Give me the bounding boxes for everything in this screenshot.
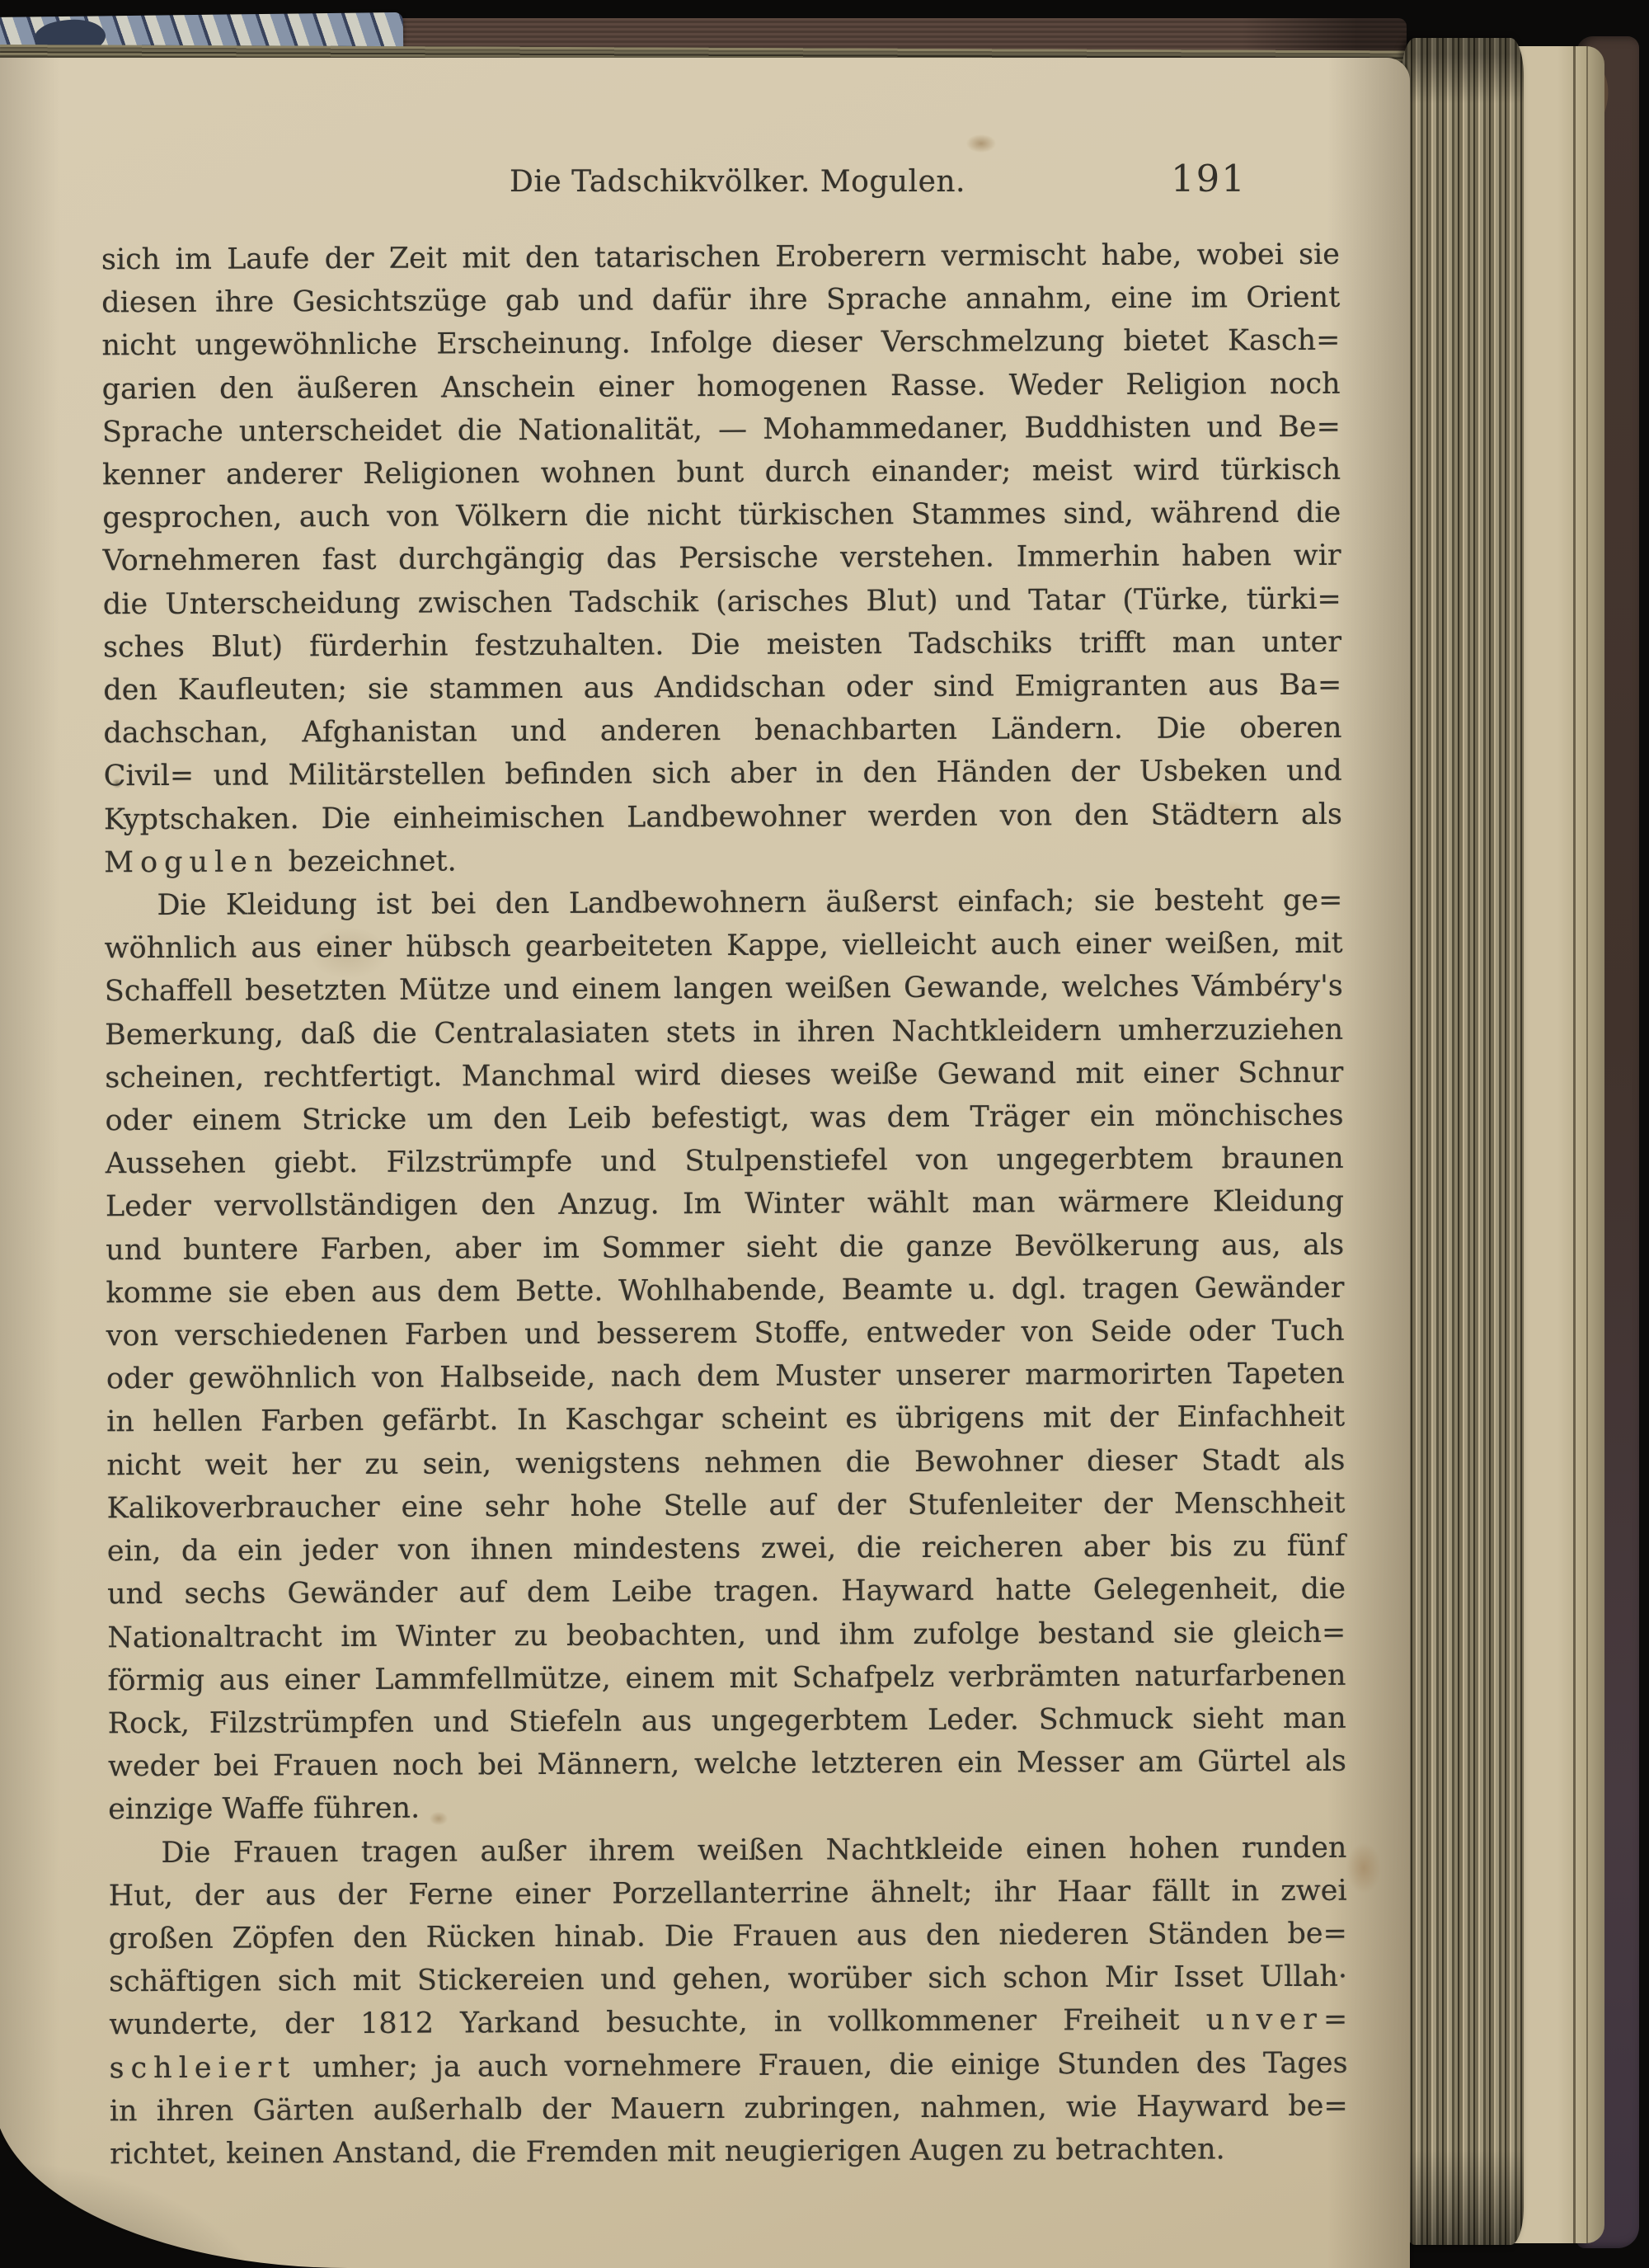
text-line-7	[102, 492, 1341, 540]
text-segment: den Kaufleuten; sie stammen aus Andidschan oder sind Emigranten aus Ba=	[103, 668, 1342, 708]
text-segment: Kyptschaken. Die einheimischen Landbewohner werden von den Städtern als	[103, 798, 1343, 836]
text-segment: garien den äußeren Anschein einer homogenen Rasse. Weder Religion noch	[101, 367, 1341, 406]
text-segment: oder gewöhnlich von Halbseide, nach dem Muster unserer marmorirten Tapeten	[106, 1358, 1345, 1396]
text-segment: Leder vervollständigen den Anzug. Im Winter wählt man wärmere Kleidung	[105, 1185, 1345, 1224]
text-line-9	[103, 577, 1341, 626]
text-line-37	[108, 1783, 1346, 1832]
text-segment: schäftigen sich mit Stickereien und gehen, worüber sich schon Mir Isset Ullah·	[109, 1960, 1348, 1999]
text-line-38	[108, 1826, 1346, 1875]
text-line-22	[106, 1137, 1344, 1186]
text-segment: Sprache unterscheidet die Nationalität, — Mohammedaner, Buddhisten und Be=	[101, 410, 1341, 449]
text-segment: und buntere Farben, aber im Sommer sieht die ganze Bevölkerung aus, als	[106, 1228, 1345, 1267]
text-line-29	[106, 1438, 1345, 1487]
text-line-14	[104, 793, 1342, 841]
text-segment: nicht weit her zu sein, wenigstens nehmen die Bewohner dieser Stadt als	[106, 1443, 1346, 1482]
letterspaced-text: schleiert	[109, 2050, 297, 2085]
text-segment: Civil= und Militärstellen befinden sich aber in den Händen der Usbeken und	[103, 755, 1342, 793]
text-segment: in hellen Farben gefärbt. In Kaschgar scheint es übrigens mit der Einfachheit	[106, 1400, 1346, 1439]
text-line-33	[107, 1611, 1346, 1659]
text-line-12	[103, 707, 1341, 755]
text-line-5	[102, 406, 1341, 454]
text-line-13	[104, 750, 1342, 798]
text-line-31	[107, 1525, 1346, 1574]
book-page	[0, 58, 1410, 2268]
text-line-42	[109, 1998, 1347, 2047]
text-line-39	[109, 1869, 1347, 1917]
text-segment: die Unterscheidung zwischen Tadschik (arisches Blut) und Tatar (Türke, türki=	[102, 582, 1341, 621]
text-segment: Kalikoverbraucher eine sehr hohe Stelle auf der Stufenleiter der Menschheit	[106, 1486, 1346, 1526]
text-line-24	[106, 1223, 1344, 1272]
text-line-4	[102, 362, 1341, 411]
text-line-18	[105, 965, 1343, 1014]
text-segment: dachschan, Afghanistan und anderen benachbarten Ländern. Die oberen	[103, 711, 1342, 751]
text-segment: ein, da ein jeder von ihnen mindestens zwei, die reicheren aber bis zu fünf	[106, 1529, 1346, 1569]
text-line-26	[106, 1310, 1345, 1358]
text-segment: nicht ungewöhnliche Erscheinung. Infolge dieser Verschmelzung bietet Kasch=	[101, 324, 1341, 363]
text-line-6	[102, 449, 1341, 497]
text-line-17	[105, 922, 1343, 971]
fore-edge-page-stack	[1402, 38, 1524, 2245]
text-segment: Aussehen giebt. Filzstrümpfe und Stulpenstiefel von ungegerbtem braunen	[105, 1141, 1344, 1181]
text-segment: umher; ja auch vornehmere Frauen, die einige Stunden des Tages	[296, 2046, 1348, 2084]
text-line-19	[105, 1008, 1343, 1056]
text-segment: =	[1322, 2003, 1348, 2037]
text-segment: Bemerkung, daß die Centralasiaten stets in ihren Nachtkleidern umherzuziehen	[105, 1013, 1344, 1052]
text-line-34	[107, 1654, 1346, 1702]
text-line-44	[110, 2084, 1348, 2133]
text-segment: bezeichnet.	[279, 845, 457, 879]
body-text	[101, 233, 1348, 2176]
text-line-36	[108, 1740, 1346, 1789]
letterspaced-text: Mogulen	[104, 845, 280, 880]
text-segment: von verschiedenen Farben und besserem Stoffe, entweder von Seide oder Tuch	[106, 1314, 1345, 1353]
text-line-2	[101, 276, 1340, 325]
text-line-45	[110, 2128, 1348, 2176]
text-line-43	[109, 2041, 1347, 2090]
page-number: 191	[1171, 157, 1247, 200]
text-segment: wunderte, der 1812 Yarkand besuchte, in vollkommener Freiheit	[109, 2003, 1206, 2042]
text-line-1	[101, 233, 1340, 282]
text-line-30	[106, 1482, 1345, 1531]
text-line-28	[106, 1395, 1345, 1444]
text-line-10	[103, 621, 1341, 670]
text-segment: in ihren Gärten außerhalb der Mauern zubringen, nahmen, wie Hayward be=	[109, 2089, 1348, 2129]
text-line-32	[107, 1568, 1346, 1616]
text-segment: scheinen, rechtfertigt. Manchmal wird dieses weiße Gewand mit einer Schnur	[105, 1056, 1344, 1095]
text-line-21	[105, 1094, 1343, 1143]
text-line-27	[106, 1353, 1345, 1401]
text-segment: förmig aus einer Lammfellmütze, einem mit Schafpelz verbrämten naturfarbenen	[107, 1659, 1346, 1697]
text-line-40	[109, 1913, 1347, 1961]
text-segment: Vornehmeren fast durchgängig das Persische verstehen. Immerhin haben wir	[102, 539, 1341, 578]
text-segment: sich im Laufe der Zeit mit den tatarischen Eroberern vermischt habe, wobei sie	[101, 238, 1341, 277]
text-segment: Hut, der aus der Ferne einer Porzellanterrine ähnelt; ihr Haar fällt in zwei	[108, 1874, 1347, 1913]
text-line-25	[106, 1267, 1344, 1315]
text-line-15	[104, 836, 1342, 885]
text-line-8	[102, 534, 1341, 583]
text-segment: und sechs Gewänder auf dem Leibe tragen. Hayward hatte Gelegenheit, die	[106, 1573, 1346, 1612]
text-segment: diesen ihre Gesichtszüge gab und dafür ihre Sprache annahm, eine im Orient	[101, 280, 1341, 320]
text-segment: Die Frauen tragen außer ihrem weißen Nachtkleide einen hohen runden	[161, 1831, 1347, 1870]
text-segment: richtet, keinen Anstand, die Fremden mit neugierigen Augen zu betrachten.	[109, 2133, 1225, 2172]
text-segment: Schaffell besetzten Mütze und einem langen weißen Gewande, welches Vámbéry's	[104, 970, 1343, 1009]
text-segment: Rock, Filzstrümpfen und Stiefeln aus ungegerbtem Leder. Schmuck sieht man	[107, 1701, 1346, 1741]
text-line-11	[103, 664, 1341, 713]
text-segment: gesprochen, auch von Völkern die nicht türkischen Stammes sind, während die	[102, 496, 1341, 535]
text-segment: Nationaltracht im Winter zu beobachten, und ihm zufolge bestand sie gleich=	[107, 1616, 1346, 1654]
text-segment: einzige Waffe führen.	[108, 1791, 420, 1827]
running-header-title: Die Tadschikvölker. Mogulen.	[510, 165, 965, 199]
text-segment: kenner anderer Religionen wohnen bunt durch einander; meist wird türkisch	[102, 453, 1341, 492]
text-segment: Die Kleidung ist bei den Landbewohnern äußerst einfach; sie besteht ge=	[157, 883, 1343, 923]
text-line-35	[108, 1697, 1346, 1746]
text-line-20	[105, 1052, 1343, 1100]
letterspaced-text: unver	[1205, 2003, 1324, 2037]
text-line-3	[101, 319, 1340, 368]
text-segment: sches Blut) fürderhin festzuhalten. Die meisten Tadschiks trifft man unter	[102, 625, 1342, 665]
text-segment: oder einem Stricke um den Leib befestigt, was dem Träger ein mönchisches	[105, 1099, 1344, 1138]
text-line-41	[109, 1955, 1347, 2004]
text-segment: großen Zöpfen den Rücken hinab. Die Frauen aus den niederen Ständen be=	[108, 1917, 1347, 1956]
text-line-23	[106, 1180, 1344, 1229]
text-line-16	[104, 879, 1342, 928]
text-segment: komme sie eben aus dem Bette. Wohlhabende, Beamte u. dgl. tragen Gewänder	[106, 1271, 1345, 1310]
text-segment: weder bei Frauen noch bei Männern, welche letzteren ein Messer am Gürtel als	[107, 1744, 1347, 1784]
text-segment: wöhnlich aus einer hübsch gearbeiteten Kappe, vielleicht auch einer weißen, mit	[104, 926, 1343, 966]
